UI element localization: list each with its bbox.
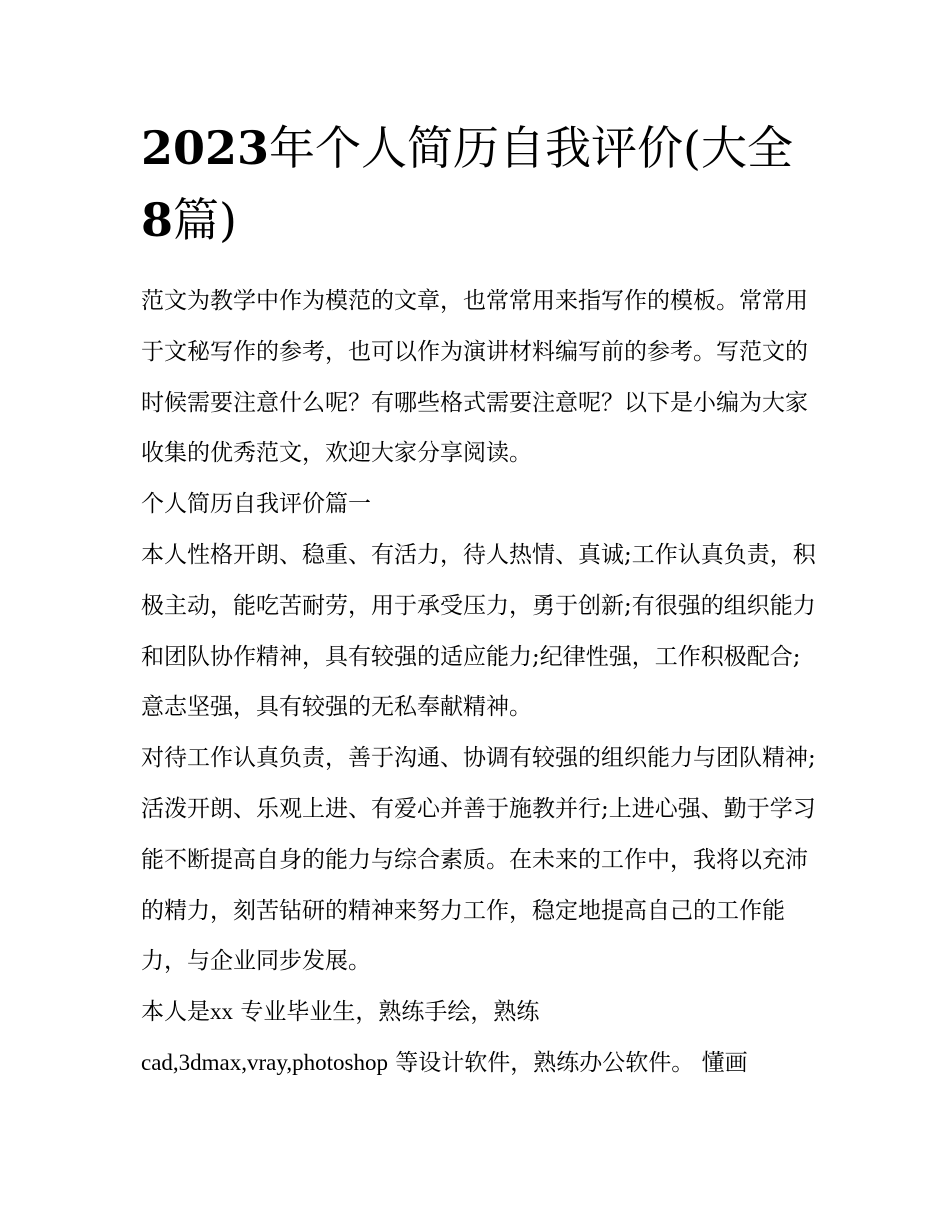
section-heading: 个人简历自我评价篇一 — [141, 491, 371, 518]
text-run: 等设计软件，熟练办公软件。 懂画 — [395, 1049, 748, 1076]
document-body — [141, 276, 821, 1089]
text-run-latin: cad,3dmax,vray,photoshop — [141, 1049, 388, 1075]
body-paragraph: 对待工作认真负责，善于沟通、协调有较强的组织能力与团队精神;活泼开朗、乐观上进、有爱心并善于施教并行;上进心强、勤于学习能不断提高自身的能力与综合素质。在未来的工作中，我将以充沛的精力，刻苦钻研的精神来努力工作，稳定地提高自己的工作能力，与企业同步发展。 — [141, 745, 816, 975]
body-paragraph-last — [141, 987, 821, 1089]
text-run: 专业毕业生，熟练手绘，熟练 — [240, 999, 540, 1026]
text-run-latin: xx — [210, 999, 233, 1025]
body-paragraph: 本人性格开朗、稳重、有活力，待人热情、真诚;工作认真负责，积极主动，能吃苦耐劳，用于承受压力，勇于创新;有很强的组织能力和团队协作精神，具有较强的适应能力;纪律性强，工作积极配合;意志坚强，具有较强的无私奉献精神。 — [141, 541, 816, 721]
intro-paragraph: 范文为教学中作为模范的文章，也常常用来指写作的模板。常常用于文秘写作的参考，也可以作为演讲材料编写前的参考。写范文的时候需要注意什么呢？有哪些格式需要注意呢？以下是小编为大家收集的优秀范文，欢迎大家分享阅读。 — [141, 288, 808, 467]
title-year: 2023 — [141, 121, 270, 175]
text-run: 本人是 — [141, 999, 210, 1026]
title-part1: 年个人简历自我评价(大全 — [269, 121, 793, 175]
title-part2: 篇) — [173, 193, 237, 247]
title-number: 8 — [141, 193, 174, 247]
document-title — [141, 112, 801, 256]
